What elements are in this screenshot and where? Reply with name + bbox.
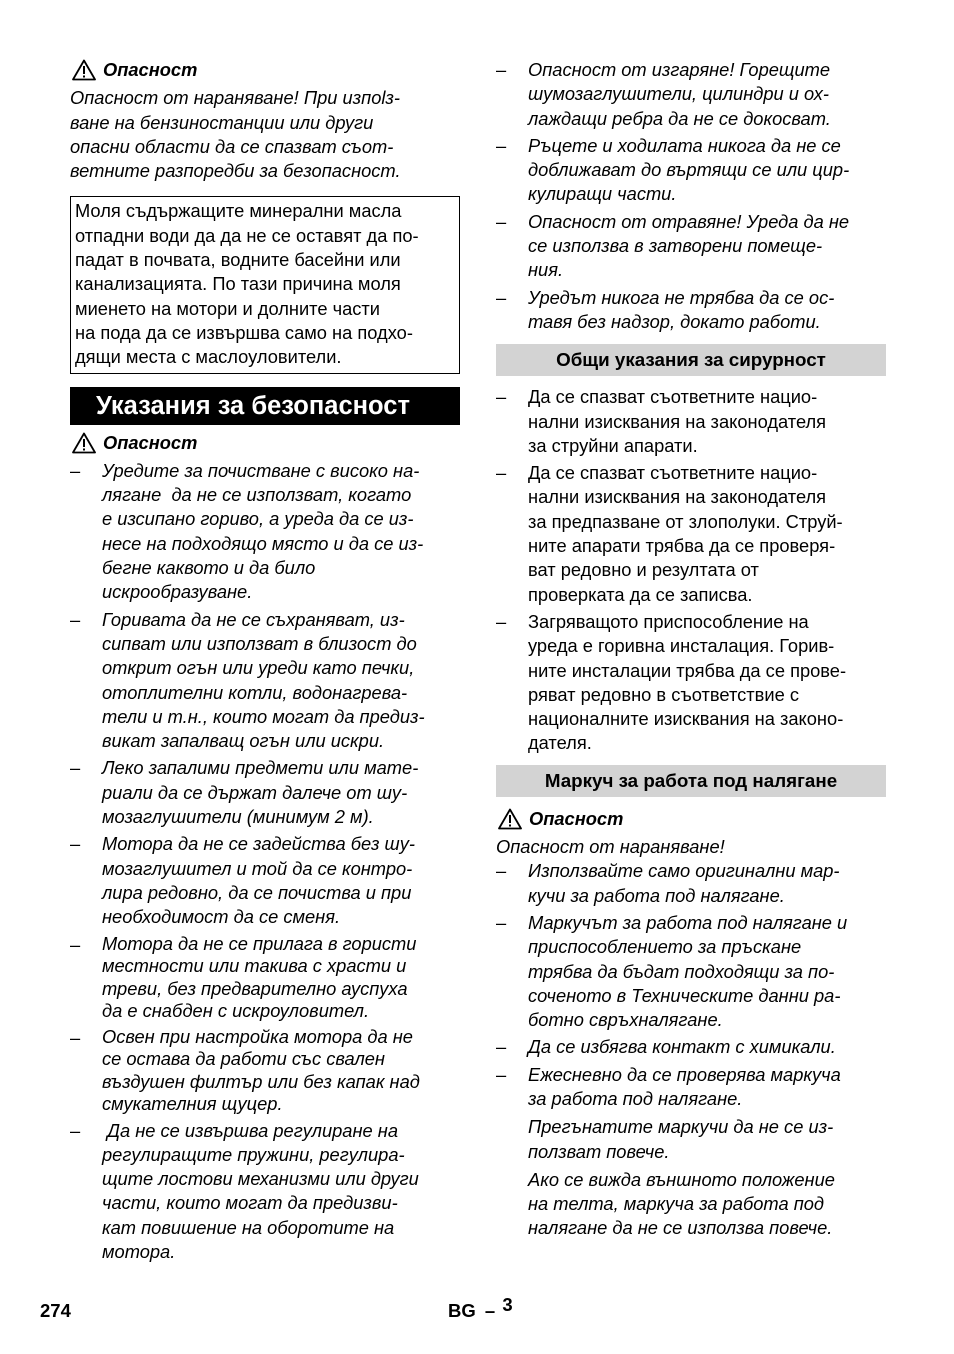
list-dash: – xyxy=(496,1036,507,1058)
text-line: искрообразуване. xyxy=(102,581,253,603)
text-line: трябва да бъдат подходящи за по- xyxy=(528,960,835,982)
warning-triangle-icon xyxy=(72,59,96,81)
warning-triangle-icon xyxy=(72,432,96,454)
list-dash: – xyxy=(496,610,507,632)
left-column xyxy=(70,58,460,1264)
text-line: лягане да не се използват, когато xyxy=(102,484,412,506)
text-line: местности или такива с храсти и xyxy=(102,955,407,976)
list-dash: – xyxy=(496,134,507,156)
text-line: на пода да се извършва само на подхо- xyxy=(75,321,413,343)
list-item xyxy=(496,58,886,131)
text-line: приспособлението за пръскане xyxy=(528,936,802,958)
text-line: несе на подходящо място и да се из- xyxy=(102,532,424,554)
text-line: уреда е горивна инсталация. Горив- xyxy=(528,635,835,657)
text-line: Маркучът за работа под налягане и xyxy=(528,911,848,933)
text-line: открит огън или уреди като печки, xyxy=(102,657,415,679)
text-line: Ежесневно да се проверява маркуча xyxy=(528,1063,841,1085)
text-line: налягане да не се използва повече. xyxy=(528,1217,833,1239)
list-item xyxy=(496,610,886,756)
danger-text-1 xyxy=(70,86,460,183)
danger-heading-2 xyxy=(70,431,460,455)
list-item xyxy=(496,210,886,283)
footer-separator: – xyxy=(484,1300,496,1321)
text-line: тели и т.н., които могат да предиз- xyxy=(102,705,425,727)
text-line: ване на бензиностанции или други xyxy=(70,111,374,133)
text-line: Прегънатите маркучи да не се из- xyxy=(528,1116,834,1138)
text-line: мозаглушител и той да се контро- xyxy=(102,857,413,879)
text-line: ряват редовно в съответствие с xyxy=(528,683,799,705)
text-line: треви, без предварително ауспуха xyxy=(102,977,408,999)
footer-language-marker xyxy=(448,1294,513,1322)
text-line: Опасност от изгаряне! Горещите xyxy=(528,59,831,80)
text-line: кат повишение на оборотите на xyxy=(102,1216,395,1238)
general-list xyxy=(496,385,886,755)
text-line: щите лостови механизми или други xyxy=(102,1168,419,1190)
text-line: смукателния щуцер. xyxy=(102,1093,283,1114)
list-item xyxy=(70,832,460,929)
list-dash: – xyxy=(70,833,81,855)
text-line: кулиращи части. xyxy=(528,183,677,205)
list-dash: – xyxy=(70,933,81,955)
text-line: мозаглушители (минимум 2 м). xyxy=(102,806,374,828)
danger-label: Опасност xyxy=(103,431,198,453)
section-title-pressure-hose: Маркуч за работа под налягане xyxy=(496,765,886,797)
list-item xyxy=(496,134,886,207)
text-line: проверката да се записва. xyxy=(528,583,753,605)
list-item xyxy=(70,1119,460,1265)
hose-note-1 xyxy=(496,1115,886,1164)
danger-label: Опасност xyxy=(103,59,198,80)
list-item xyxy=(496,859,886,908)
language-code: BG xyxy=(448,1300,476,1321)
danger-intro: Опасност от нараняване! xyxy=(496,836,725,858)
text-line: опасни области да се спазват съот- xyxy=(70,135,394,157)
text-line: дателя. xyxy=(528,732,592,754)
list-dash: – xyxy=(70,1119,81,1141)
list-dash: – xyxy=(496,911,507,933)
list-dash: – xyxy=(70,757,81,779)
danger-list-2 xyxy=(70,459,460,1264)
text-line: лира редовно, да се почиства и при xyxy=(102,881,412,903)
list-item xyxy=(496,1063,886,1112)
text-line: ват редовно и резултата от xyxy=(528,559,759,581)
text-line: Уредът никога не трябва да се ос- xyxy=(528,286,835,308)
text-line: падат в почвата, водните басейни или xyxy=(75,249,401,271)
list-dash: – xyxy=(496,59,507,80)
environment-notice-box xyxy=(70,196,460,373)
list-item xyxy=(70,756,460,829)
list-item xyxy=(496,911,886,1032)
text-line: канализацията. По тази причина моля xyxy=(75,273,401,295)
text-line: за струйни апарати. xyxy=(528,434,698,456)
list-item xyxy=(496,385,886,458)
danger-heading-1 xyxy=(70,58,460,82)
list-dash: – xyxy=(496,1063,507,1085)
text-line: Опасност от нараняване! При изпolз- xyxy=(70,87,401,109)
text-line: кучи за работа под налягане. xyxy=(528,884,785,906)
list-dash: – xyxy=(496,860,507,882)
list-dash: – xyxy=(496,386,507,408)
list-dash: – xyxy=(70,459,81,481)
page-number: 274 xyxy=(40,1300,71,1321)
text-line: шумозаглушители, цилиндри и ох- xyxy=(528,83,830,105)
warning-triangle-icon xyxy=(498,808,522,830)
section-title-general: Общи указания за сирурност xyxy=(496,344,886,376)
text-line: Да се избягва контакт с химикали. xyxy=(528,1036,836,1058)
danger-heading-3 xyxy=(496,807,886,831)
text-line: се използва в затворени помеще- xyxy=(528,235,823,257)
text-line: ните апарати трябва да се проверя- xyxy=(528,535,836,557)
text-line: соченото в Техническите данни ра- xyxy=(528,984,841,1006)
text-line: доближават до въртящи се или цир- xyxy=(528,159,850,181)
text-line: ветните разпоредби за безопасност. xyxy=(70,160,401,182)
text-line: необходимост да се сменя. xyxy=(102,906,341,928)
list-dash: – xyxy=(496,210,507,232)
text-line: викат запалващ огън или искри. xyxy=(102,730,385,752)
right-column xyxy=(496,58,886,1241)
danger-label: Опасност xyxy=(529,807,624,829)
text-line: Загряващото приспособление на xyxy=(528,610,809,632)
text-line: сипват или използват в близост до xyxy=(102,632,417,654)
text-line: за предпазване от злополуки. Струй- xyxy=(528,510,843,532)
text-line: ботно свръхналягане. xyxy=(528,1009,723,1031)
list-dash: – xyxy=(70,608,81,630)
text-line: Моля съдържащите минерални масла xyxy=(75,200,402,222)
danger-list-3 xyxy=(496,835,886,1241)
text-line: Опасност от отравяне! Уреда да не xyxy=(528,210,850,232)
text-line: лаждащи ребра да не се докосват. xyxy=(528,107,831,129)
text-line: Освен при настройка мотора да не xyxy=(102,1025,413,1047)
text-line: Ръцете и ходилата никога да не се xyxy=(528,134,841,156)
text-line: Уредите за почистване с високо на- xyxy=(102,459,420,481)
text-line: националните изисквания на законо- xyxy=(528,708,844,730)
list-item xyxy=(70,1026,460,1116)
list-item xyxy=(496,286,886,335)
text-line: Да не се извършва регулиране на xyxy=(102,1119,398,1141)
text-line: Да се спазват съответните нацио- xyxy=(528,462,818,484)
section-page-number: 3 xyxy=(502,1294,513,1315)
text-line: за работа под налягане. xyxy=(528,1087,743,1109)
list-item xyxy=(70,608,460,754)
text-line: ползват повече. xyxy=(528,1140,670,1162)
list-item xyxy=(70,459,460,605)
text-line: части, които могат да предизви- xyxy=(102,1192,398,1214)
list-dash: – xyxy=(70,1026,81,1048)
text-line: Леко запалими предмети или мате- xyxy=(102,757,419,779)
list-dash: – xyxy=(496,286,507,308)
text-line: Да се спазват съответните нацио- xyxy=(528,386,818,408)
text-line: отоплителни котли, водонагрева- xyxy=(102,681,408,703)
list-item xyxy=(496,1035,886,1059)
text-line: дящи места с маслоуловители. xyxy=(75,346,342,368)
danger-list-continued xyxy=(496,58,886,334)
text-line: се остава да работи със свален xyxy=(102,1048,385,1069)
text-line: на телта, маркуча за работа под xyxy=(528,1193,825,1215)
text-line: риали да се държат далече от шу- xyxy=(102,781,408,803)
text-line: Горивата да не се съхраняват, из- xyxy=(102,608,405,630)
text-line: нални изисквания на законодателя xyxy=(528,410,827,432)
list-dash: – xyxy=(496,462,507,484)
text-line: нални изисквания на законодателя xyxy=(528,486,827,508)
section-title-safety: Указания за безопасност xyxy=(70,387,460,425)
text-line: да е снабден с искроуловител. xyxy=(102,1000,370,1021)
text-line: Мотора да не се прилага в гористи xyxy=(102,932,417,954)
list-item xyxy=(496,461,886,607)
list-item xyxy=(70,933,460,1023)
text-line: Използвайте само оригинални мар- xyxy=(528,860,840,882)
text-line: ните инсталации трябва да се прове- xyxy=(528,659,847,681)
text-line: мотора. xyxy=(102,1240,176,1262)
text-line: регулиращите пружини, регулира- xyxy=(102,1143,405,1165)
text-line: Ако се вижда външното положение xyxy=(528,1168,835,1190)
text-line: миенето на мотори и долните части xyxy=(75,297,381,319)
text-line: бегне каквото и да било xyxy=(102,557,316,579)
hose-note-2 xyxy=(496,1168,886,1241)
text-line: отпадни води да да не се оставят да по- xyxy=(75,224,419,246)
text-line: Мотора да не се задейства без шу- xyxy=(102,833,415,855)
text-line: тавя без надзор, докато работи. xyxy=(528,310,821,332)
text-line: е изсипано гориво, а уреда да се из- xyxy=(102,508,414,530)
text-line: ния. xyxy=(528,259,564,281)
text-line: въздушен филтър или без капак над xyxy=(102,1070,420,1092)
